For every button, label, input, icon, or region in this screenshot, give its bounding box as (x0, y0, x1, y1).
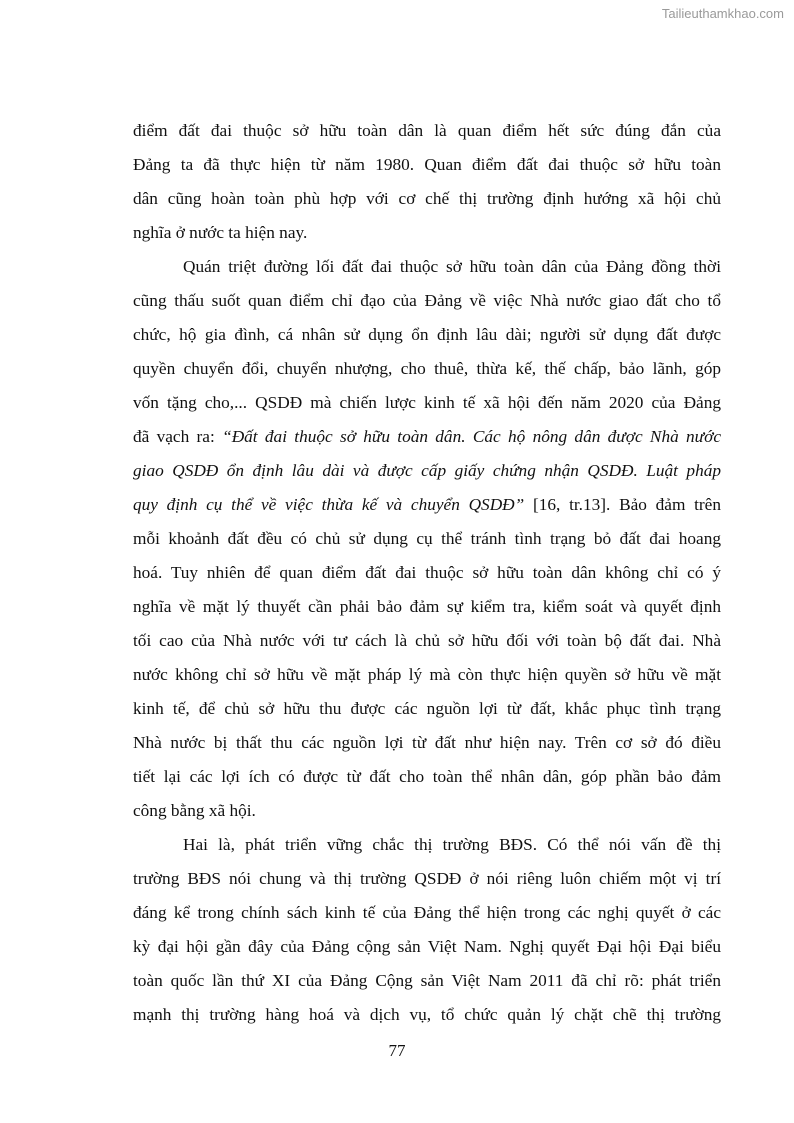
text-line: điểm đất đai thuộc sở hữu toàn dân là quan điểm hết sức đúng đắn của (133, 121, 721, 140)
watermark: Tailieuthamkhao.com (661, 6, 784, 21)
text-line: Đảng ta đã thực hiện từ năm 1980. Quan điểm đất đai thuộc sở hữu toàn (133, 155, 721, 174)
text-line: mỗi khoảnh đất đều có chủ sử dụng cụ thể tránh tình trạng bỏ đất đai hoang (133, 529, 721, 548)
text-line: đáng kể trong chính sách kinh tế của Đảng thể hiện trong các nghị quyết ở các (133, 903, 721, 922)
text-line: kinh tế, để chủ sở hữu thu được các nguồn lợi từ đất, khắc phục tình trạng (133, 699, 721, 718)
paragraph-2 (133, 250, 721, 828)
paragraph-3 (133, 828, 721, 1032)
text-line: công bằng xã hội. (133, 801, 256, 820)
quote-text: “Đất đai thuộc sở hữu toàn dân. Các hộ nông dân được Nhà nước (222, 427, 721, 446)
citation-text: [16, tr.13]. Bảo đảm trên (524, 495, 721, 514)
text-line: kỳ đại hội gần đây của Đảng cộng sản Việt Nam. Nghị quyết Đại hội Đại biểu (133, 937, 721, 956)
text-line: cũng thấu suốt quan điểm chỉ đạo của Đảng về việc Nhà nước giao đất cho tổ (133, 291, 721, 310)
text-line: nghĩa về mặt lý thuyết cần phải bảo đảm sự kiểm tra, kiểm soát và quyết định (133, 597, 721, 616)
text-segment: đã vạch ra: (133, 427, 223, 446)
page-number: 77 (388, 1041, 406, 1060)
text-line: Hai là, phát triển vững chắc thị trường BĐS. Có thể nói vấn đề thị (183, 835, 721, 854)
text-line: nước không chỉ sở hữu về mặt pháp lý mà còn thực hiện quyền sở hữu về mặt (133, 665, 721, 684)
text-line: dân cũng hoàn toàn phù hợp với cơ chế thị trường định hướng xã hội chủ (133, 189, 721, 208)
text-line (133, 454, 721, 488)
text-line (133, 420, 721, 454)
text-line: vốn tặng cho,... QSDĐ mà chiến lược kinh tế xã hội đến năm 2020 của Đảng (133, 393, 721, 412)
text-line: trường BĐS nói chung và thị trường QSDĐ ở nói riêng luôn chiếm một vị trí (133, 869, 721, 888)
text-line: hoá. Tuy nhiên để quan điểm đất đai thuộc sở hữu toàn dân không chỉ có ý (133, 563, 721, 582)
text-line: tiết lại các lợi ích có được từ đất cho toàn thể nhân dân, góp phần bảo đảm (133, 767, 721, 786)
text-line: quyền chuyển đổi, chuyển nhượng, cho thuê, thừa kế, thế chấp, bảo lãnh, góp (133, 359, 721, 378)
text-line: toàn quốc lần thứ XI của Đảng Cộng sản Việt Nam 2011 đã chỉ rõ: phát triển (133, 971, 721, 990)
text-line (133, 488, 721, 522)
document-body (133, 114, 721, 1032)
quote-text: quy định cụ thể về việc thừa kế và chuyển QSDĐ” (133, 495, 525, 514)
text-line: mạnh thị trường hàng hoá và dịch vụ, tổ chức quản lý chặt chẽ thị trường (133, 1005, 721, 1024)
paragraph-1 (133, 114, 721, 250)
text-line: nghĩa ở nước ta hiện nay. (133, 223, 308, 242)
text-line: Quán triệt đường lối đất đai thuộc sở hữu toàn dân của Đảng đồng thời (183, 257, 721, 276)
text-line: tối cao của Nhà nước với tư cách là chủ sở hữu đối với toàn bộ đất đai. Nhà (133, 631, 721, 650)
text-line: Nhà nước bị thất thu các nguồn lợi từ đất như hiện nay. Trên cơ sở đó điều (133, 733, 721, 752)
text-line: chức, hộ gia đình, cá nhân sử dụng ổn định lâu dài; người sử dụng đất được (133, 325, 721, 344)
quote-text: giao QSDĐ ổn định lâu dài và được cấp giấy chứng nhận QSDĐ. Luật pháp (133, 461, 721, 480)
